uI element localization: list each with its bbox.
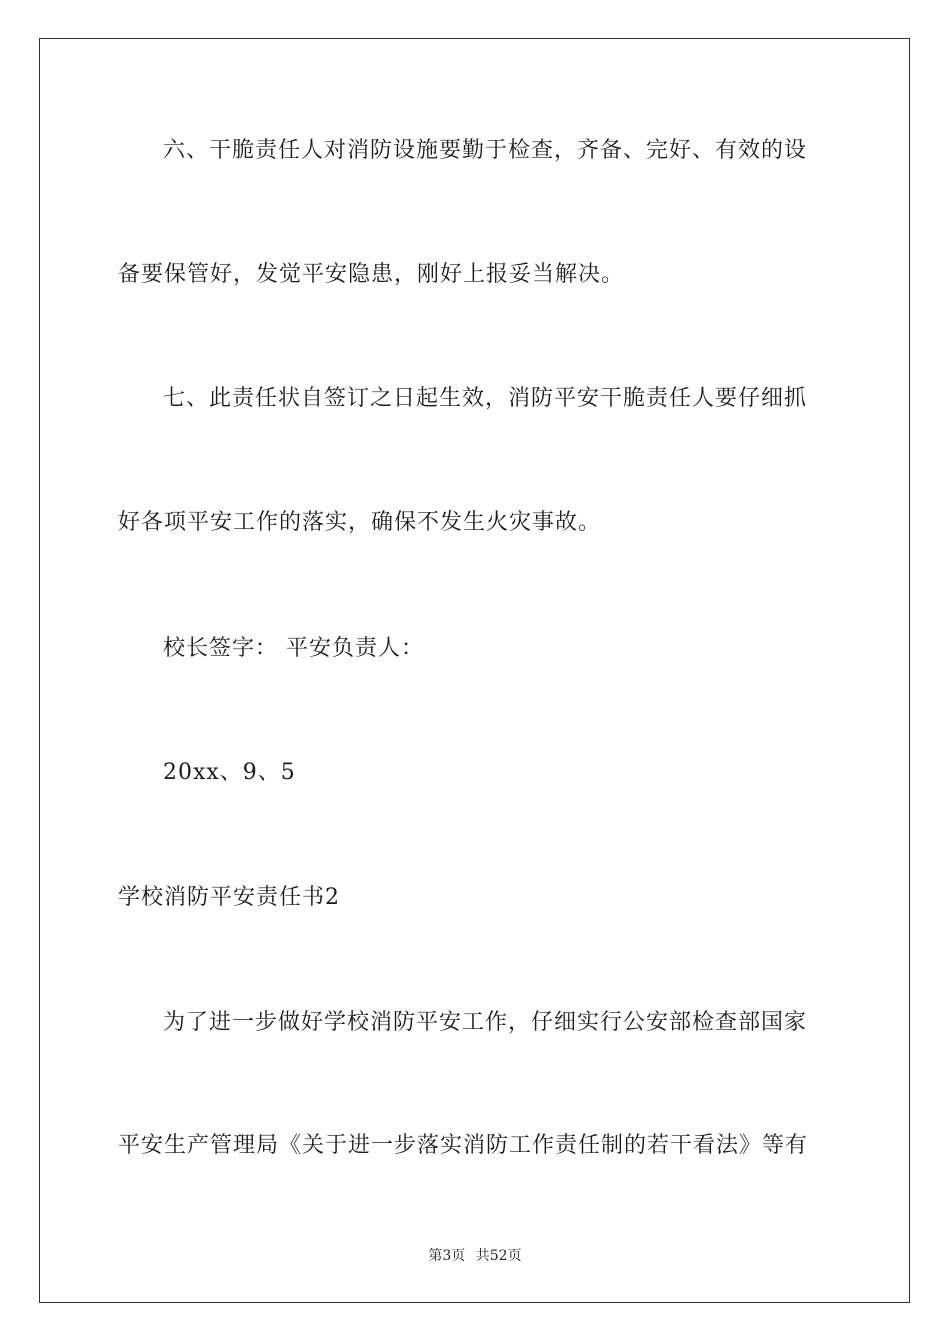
paragraph-line: 六、干脆责任人对消防设施要勤于检查，齐备、完好、有效的设 [163,138,808,163]
date-line: 20xx、9、5 [163,760,296,785]
paragraph-line: 平安生产管理局《关于进一步落实消防工作责任制的若干看法》等有 [118,1133,809,1158]
page-footer [0,1247,950,1265]
paragraph-line: 好各项平安工作的落实，确保不发生火灾事故。 [118,510,602,535]
signature-line: 校长签字： 平安负责人： [163,636,424,661]
paragraph-line: 七、此责任状自签订之日起生效，消防平安干脆责任人要仔细抓 [163,386,808,411]
paragraph-line: 备要保管好，发觉平安隐患，刚好上报妥当解决。 [118,262,625,287]
page-total: 共52页 [475,1248,522,1264]
page-number: 第3页 [428,1248,466,1264]
page-border [39,38,910,1303]
paragraph-line: 为了进一步做好学校消防平安工作，仔细实行公安部检查部国家 [163,1010,808,1035]
section-title: 学校消防平安责任书2 [118,885,340,910]
